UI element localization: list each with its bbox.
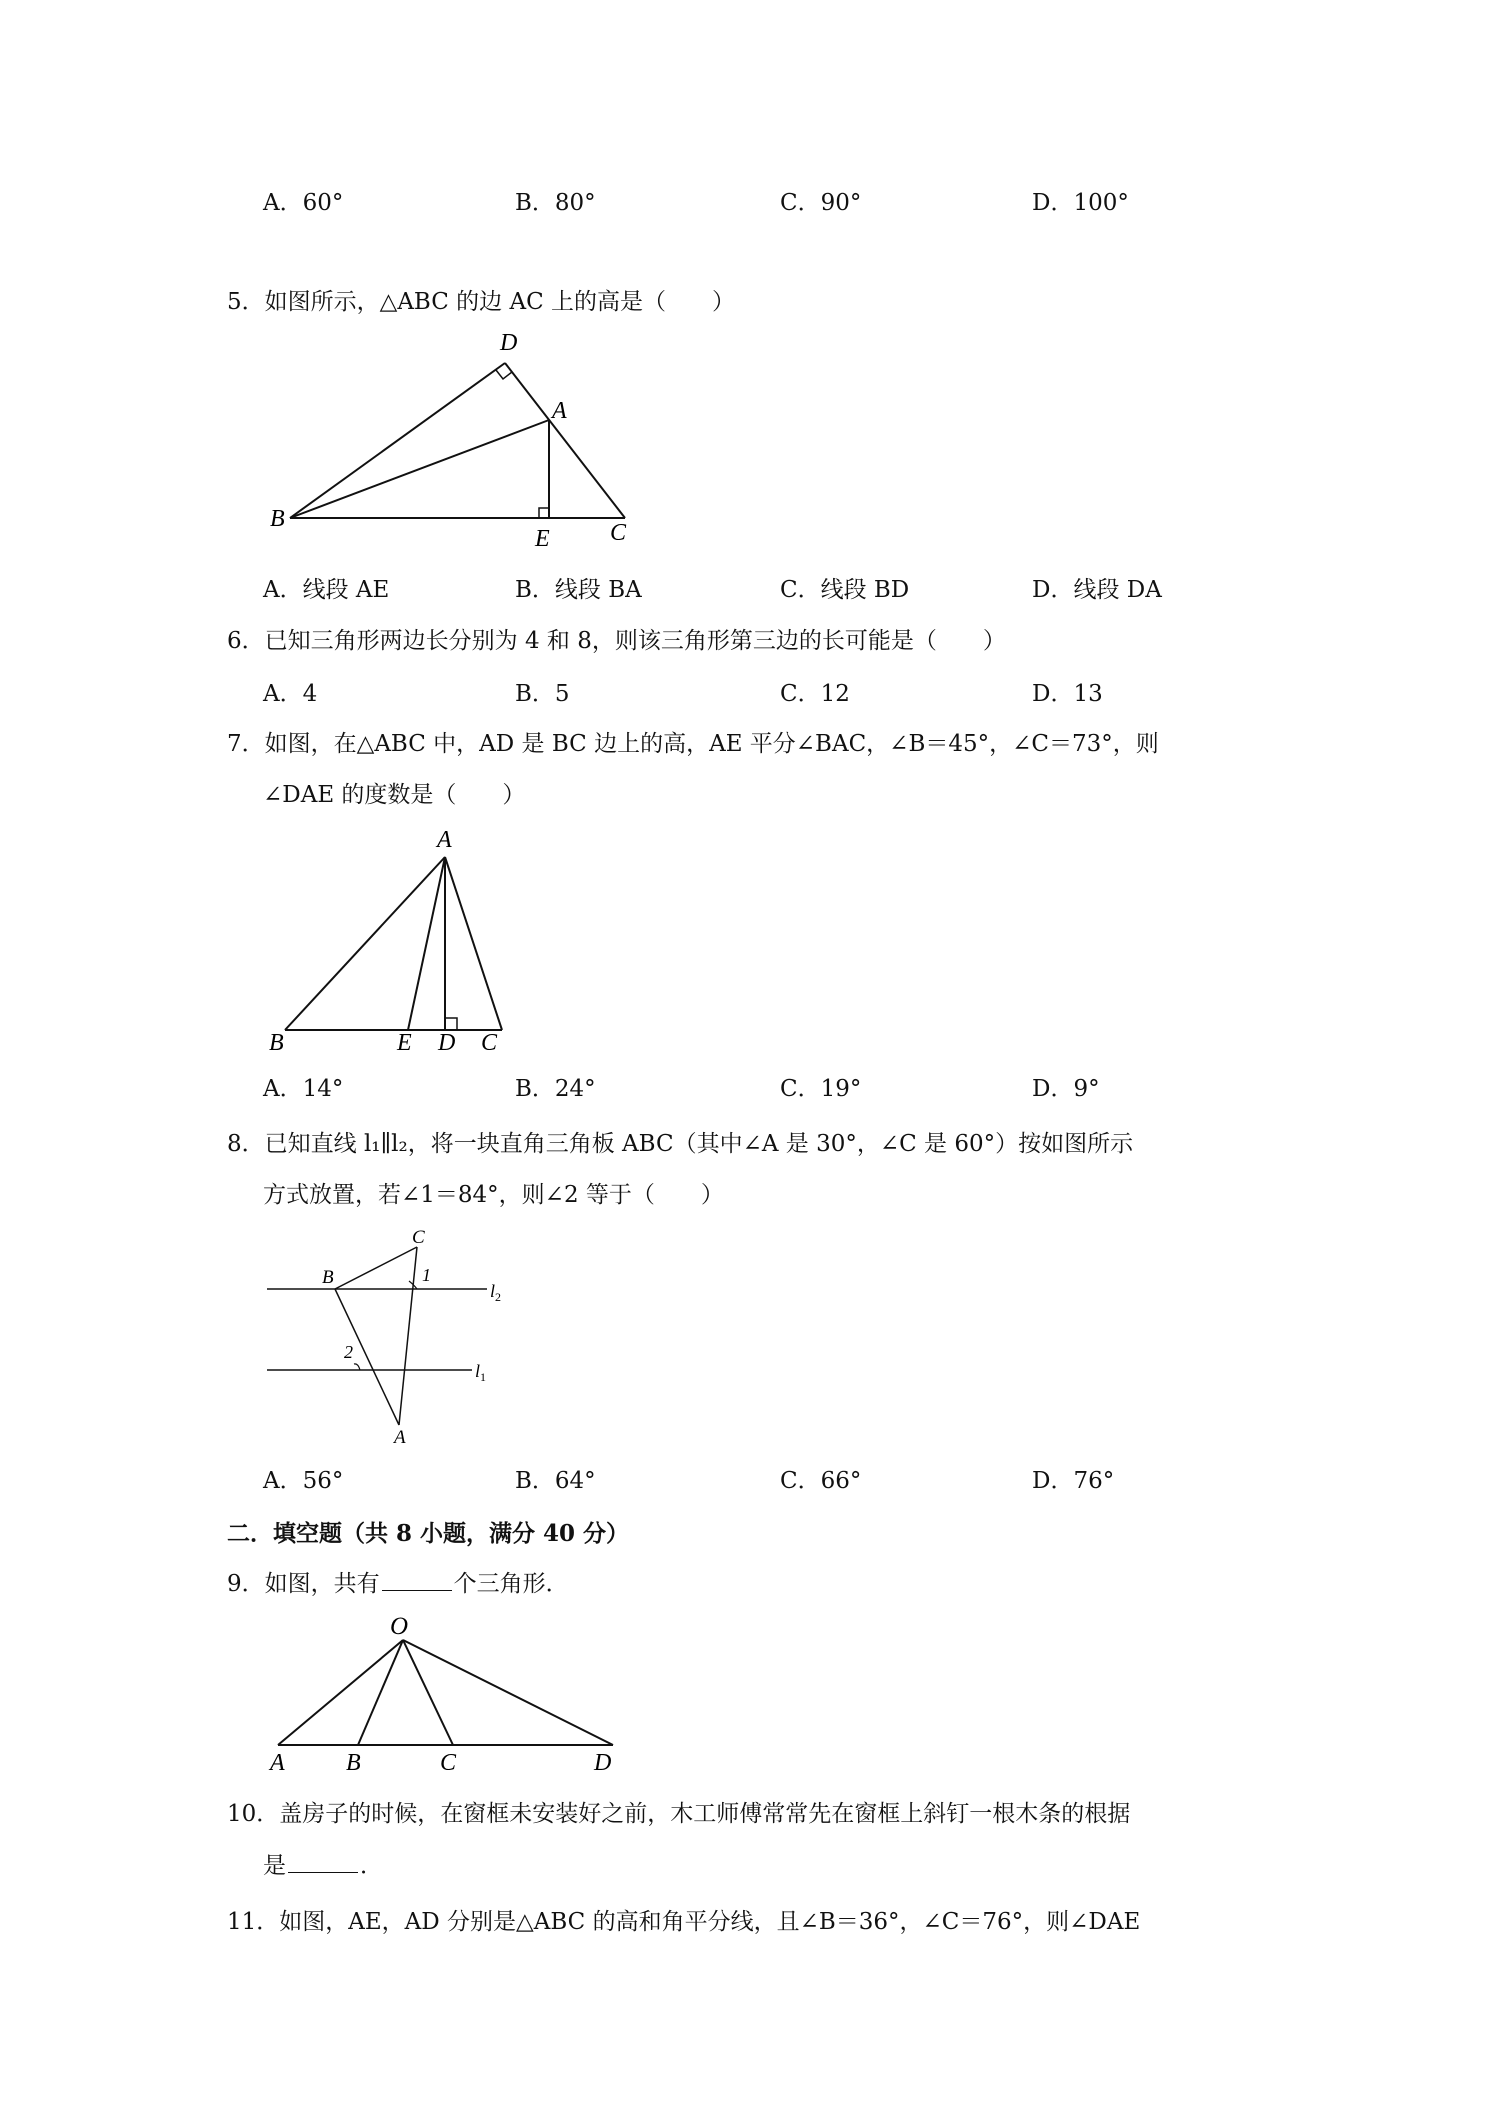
q5-label-c: C [610, 520, 627, 546]
q8-stem-line1: 8．已知直线 l₁∥l₂，将一块直角三角板 ABC（其中∠A 是 30°，∠C 是 60°）按如图所示 [227, 1131, 1134, 1157]
q5-label-d: D [500, 330, 518, 356]
q7-stem-line2: ∠DAE 的度数是（ ） [263, 782, 526, 808]
q10-stem-line2 [263, 1847, 383, 1880]
q10-stem-line1: 10．盖房子的时候，在窗框未安装好之前，木工师傅常常先在窗框上斜钉一根木条的根据 [227, 1801, 1131, 1827]
q8-label-l1: $l_1$ [475, 1361, 487, 1384]
q9-label-a: A [270, 1750, 285, 1776]
q8-figure [262, 1225, 522, 1450]
q10-stem-before: 是 [263, 1853, 286, 1879]
q8-label-a: A [394, 1427, 406, 1448]
q5-label-e: E [535, 526, 550, 552]
q9-stem [227, 1565, 569, 1598]
q6-option-b: B．5 [515, 681, 570, 707]
q8-label-b: B [322, 1267, 334, 1288]
q9-label-c: C [440, 1750, 457, 1776]
q8-option-d: D．76° [1032, 1468, 1115, 1494]
q6-option-d: D．13 [1032, 681, 1103, 707]
q9-label-d: D [594, 1750, 612, 1776]
q4-option-d: D．100° [1032, 190, 1129, 216]
q8-option-c: C．66° [780, 1468, 862, 1494]
q7-label-d: D [438, 1030, 456, 1056]
q5-stem: 5．如图所示，△ABC 的边 AC 上的高是（ ） [227, 289, 735, 315]
q8-label-2: 2 [344, 1342, 353, 1362]
q11-stem: 11．如图，AE，AD 分别是△ABC 的高和角平分线，且∠B＝36°，∠C＝76°，则∠DAE [227, 1909, 1141, 1935]
q9-stem-before: 9．如图，共有 [227, 1571, 380, 1597]
q5-label-a: A [552, 398, 567, 424]
q6-option-c: C．12 [780, 681, 850, 707]
q7-option-d: D．9° [1032, 1076, 1100, 1102]
q7-label-a: A [437, 827, 452, 853]
q4-option-b: B．80° [515, 190, 596, 216]
q5-option-a: A．线段 AE [263, 577, 390, 603]
q8-option-b: B．64° [515, 1468, 596, 1494]
q8-label-l2: $l_2$ [490, 1281, 502, 1304]
q5-option-d: D．线段 DA [1032, 577, 1162, 603]
q9-label-b: B [346, 1750, 361, 1776]
q7-label-c: C [481, 1030, 498, 1056]
q7-option-b: B．24° [515, 1076, 596, 1102]
q7-figure [265, 825, 525, 1055]
q9-label-o: O [390, 1613, 409, 1640]
q8-stem-line2: 方式放置，若∠1＝84°，则∠2 等于（ ） [263, 1182, 724, 1208]
q9-figure [268, 1610, 628, 1780]
q9-answer-blank[interactable] [382, 1589, 452, 1591]
q4-option-a: A．60° [263, 190, 344, 216]
q7-option-a: A．14° [263, 1076, 344, 1102]
q7-label-e: E [397, 1030, 412, 1056]
q9-stem-after: 个三角形． [453, 1571, 569, 1597]
q5-option-c: C．线段 BD [780, 577, 910, 603]
q8-label-1: 1 [422, 1265, 431, 1285]
q7-stem-line1: 7．如图，在△ABC 中，AD 是 BC 边上的高，AE 平分∠BAC，∠B＝45°，∠C＝73°，则 [227, 731, 1159, 757]
q7-label-b: B [269, 1030, 284, 1056]
q10-answer-blank[interactable] [288, 1871, 358, 1873]
q7-option-c: C．19° [780, 1076, 862, 1102]
q4-option-c: C．90° [780, 190, 862, 216]
q8-option-a: A．56° [263, 1468, 344, 1494]
q5-option-b: B．线段 BA [515, 577, 642, 603]
q8-label-c: C [412, 1227, 425, 1248]
q5-figure [260, 330, 640, 550]
q6-option-a: A．4 [263, 681, 318, 707]
q10-stem-after: ． [360, 1853, 383, 1879]
q5-label-b: B [270, 506, 285, 532]
q6-stem: 6．已知三角形两边长分别为 4 和 8，则该三角形第三边的长可能是（ ） [227, 628, 1006, 654]
section-2-title: 二．填空题（共 8 小题，满分 40 分） [227, 1520, 630, 1547]
